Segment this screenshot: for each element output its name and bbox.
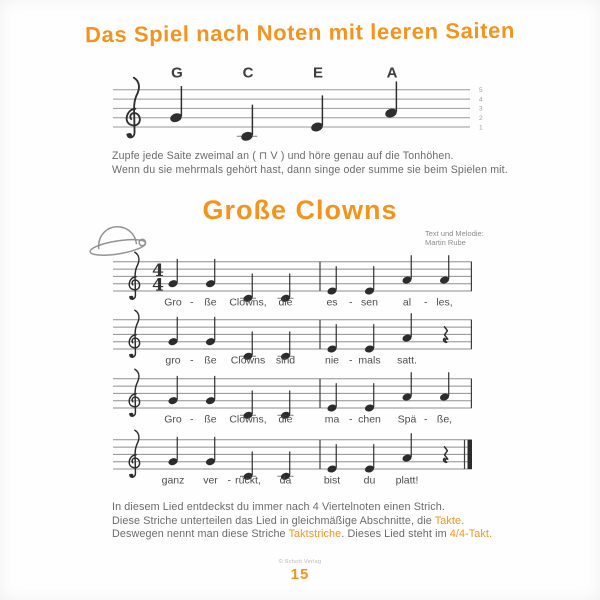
svg-text:-: - [227,474,231,487]
svg-text:Clowns: Clowns [230,354,266,367]
page-title: Das Spiel nach Noten mit leeren Saiten [84,17,516,48]
keyword-44takt: 4/4-Takt. [449,528,493,541]
svg-text:5: 5 [479,87,483,95]
song-system-2 [113,310,472,366]
keyword-takte: Takte. [434,514,465,527]
svg-text:bist: bist [323,474,341,487]
svg-text:4: 4 [479,96,483,104]
svg-text:die: die [278,296,293,309]
svg-text:rückt,: rückt, [235,474,261,487]
svg-text:da: da [279,474,292,487]
treble-clef-icon [130,430,139,477]
clown-hat-icon [84,218,156,264]
svg-text:sind: sind [275,354,296,367]
song-title: Große Clowns [202,195,398,225]
svg-text:Clowns,: Clowns, [229,296,267,309]
svg-text:mals: mals [358,354,381,367]
svg-text:-: - [190,413,194,426]
svg-text:2: 2 [479,115,483,122]
svg-text:sen: sen [361,296,378,309]
svg-text:die: die [278,413,293,426]
svg-text:-: - [349,413,353,426]
treble-clef-dot [127,133,132,138]
svg-text:ße,: ße, [436,413,453,426]
instructions-line-2: Wenn du sie mehrmals gehört hast, dann singe oder summe sie beim Spielen mit. [112,164,508,176]
svg-text:ganz: ganz [161,474,185,487]
svg-text:ße: ße [204,413,217,426]
open-strings-staff [113,64,483,142]
treble-clef-dot [130,413,134,417]
song-system-3 [113,369,472,425]
svg-text:Spä: Spä [397,413,417,426]
treble-clef-icon [130,369,139,416]
svg-text:G: G [171,64,183,82]
svg-text:ver: ver [203,474,218,487]
explanation-line-2: Diese Striche unterteilen das Lied in gleichmäßige Abschnitte, die [112,514,435,527]
svg-text:C: C [242,64,254,82]
svg-text:chen: chen [358,413,381,426]
svg-text:3: 3 [479,105,483,113]
svg-text:-: - [190,296,194,309]
song-credit [425,229,484,247]
explanation-text [112,501,492,542]
svg-text:Gro: Gro [164,296,182,309]
svg-text:Clowns,: Clowns, [229,413,267,426]
svg-text:es: es [326,296,338,309]
treble-clef-dot [130,354,134,358]
svg-text:A: A [386,64,398,82]
svg-text:ße: ße [204,354,217,367]
svg-text:-: - [190,354,194,367]
svg-text:-: - [349,296,353,309]
svg-text:Gro: Gro [164,413,182,426]
song-system-1 [113,252,472,308]
treble-clef-dot [130,474,134,478]
svg-text:satt.: satt. [397,354,417,367]
instructions-line-1: Zupfe jede Saite zweimal an ( ⊓ V ) und höre genau auf die Tonhöhen. [112,150,454,162]
svg-text:ma: ma [324,413,340,426]
svg-text:platt!: platt! [395,474,419,487]
credit-line-1: Text und Melodie: [425,229,484,238]
svg-text:-: - [349,354,353,367]
explanation-line-3: Deswegen nennt man diese Striche [112,528,289,541]
svg-text:4: 4 [152,275,164,296]
copyright-note: © Schott Verlag [278,559,322,565]
instructions-text [112,149,508,177]
svg-text:du: du [363,474,376,487]
treble-clef-dot [130,296,134,300]
treble-clef-icon [127,78,139,138]
treble-clef-icon [130,310,139,357]
page-number: 15 [290,566,310,583]
svg-text:1: 1 [479,124,483,132]
final-barline-thick [468,440,473,469]
credit-line-2: Martin Rube [425,238,466,247]
svg-text:4: 4 [152,261,164,282]
svg-text:E: E [312,64,324,82]
song-system-4 [113,430,472,486]
svg-text:-: - [424,413,428,426]
svg-text:les,: les, [436,296,453,309]
svg-text:nie: nie [324,354,340,367]
keyword-taktstriche: Taktstriche [288,528,342,541]
explanation-line-1: In diesem Lied entdeckst du immer nach 4 Viertelnoten einen Strich. [112,501,445,513]
svg-text:-: - [424,296,428,309]
svg-text:gro: gro [165,354,181,367]
explanation-line-3-mid: . Dieses Lied steht im [341,528,450,541]
svg-text:al: al [402,296,412,309]
svg-text:ße: ße [204,296,217,309]
